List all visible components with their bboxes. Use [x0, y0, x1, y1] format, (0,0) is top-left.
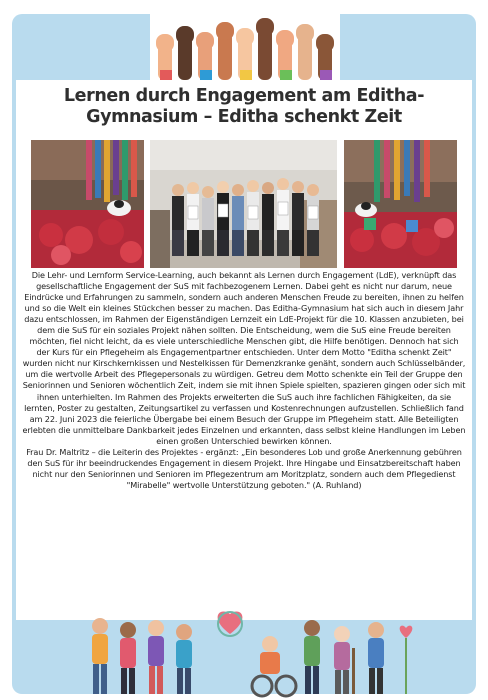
photo-group-with-certificates [150, 140, 337, 268]
title-line-1: Lernen durch Engagement am Editha- [63, 86, 425, 106]
article-title [20, 86, 468, 128]
title-line-2: Gymnasium – Editha schenkt Zeit [86, 107, 402, 127]
article-paragraph-2: Frau Dr. Maltritz – die Leiterin des Projektes - ergänzt: „Ein besonderes Lob und große Anerkennung gebühren den SuS für ihr beeindruckendes Engagement in diesem Projekt. Ihre Hingabe und Einsatzbereitschaft haben nicht nur den Seniorinnen und Senioren im Pflegezentrum am Moritzplatz, sondern auch dem Pflegedienst "Mirabelle" wertvolle Unterstützung geboten." (A. Ruhland) [26, 446, 462, 490]
raised-hands-illustration [150, 14, 340, 80]
article-body [22, 270, 466, 491]
article-paragraph-1: Die Lehr- und Lernform Service-Learning, auch bekannt als Lernen durch Engagement (LdE), verknüpft das gesellschaftliche Engagement der SuS mit fachbezogenem Lernen. Dabei geht es nicht nur darum, neue Eindrücke und Erfahrungen zu sammeln, sondern auch anderen Menschen Freude zu bereiten, ihnen zu helfen und so die Welt ein kleines Stückchen besser zu machen. Das Editha-Gymnasium hat sich auch in diesem Jahr dazu entschlossen, im Rahmen der Eigenständigen Lernzeit ein LdE-Projekt für die 10. Klassen anzubieten, bei dem die SuS für ein soziales Projekt nähen sollten. Die Entscheidung, wem die SuS eine Freude bereiten möchten, fiel nicht leicht, da es viele unterschiedliche Menschen gibt, die Hilfe benötigen. Dennoch hat sich der Kurs für ein Pflegeheim als Engagementpartner entschieden. Unter dem Motto "Editha schenkt Zeit" wurden nicht nur Kirschkernkissen und Nestelkissen für Demenzkranke genäht, sondern auch Schlüsselbänder, um die wertvolle Arbeit des Pflegepersonals zu würdigen. Getreu dem Motto schenkte ein Teil der Gruppe den Seniorinnen und Senioren wöchentlich Zeit, indem sie mit ihnen Spiele spielten, spazieren gingen oder sich mit ihnen unterhielten. Im Rahmen des Projekts erweiterten die SuS auch ihre fachlichen Fähigkeiten, da sie lernten, Poster zu gestalten, Zeitungsartikel zu verfassen und Kostenrechnungen aufzustellen. Schließlich fand am 22. Juni 2023 die feierliche Übergabe bei einem Besuch der Gruppe im Pflegeheim statt. Alle Beteiligten erlebten die unmittelbare Dankbarkeit jedes Einzelnen und erkannten, dass selbst kleine Handlungen im Leben einen großen Unterschied bewirken können. [22, 270, 466, 446]
photo-heart-cushions-right [344, 140, 457, 268]
photo-heart-cushions-left [31, 140, 144, 268]
caregivers-and-seniors-illustration [80, 608, 420, 698]
